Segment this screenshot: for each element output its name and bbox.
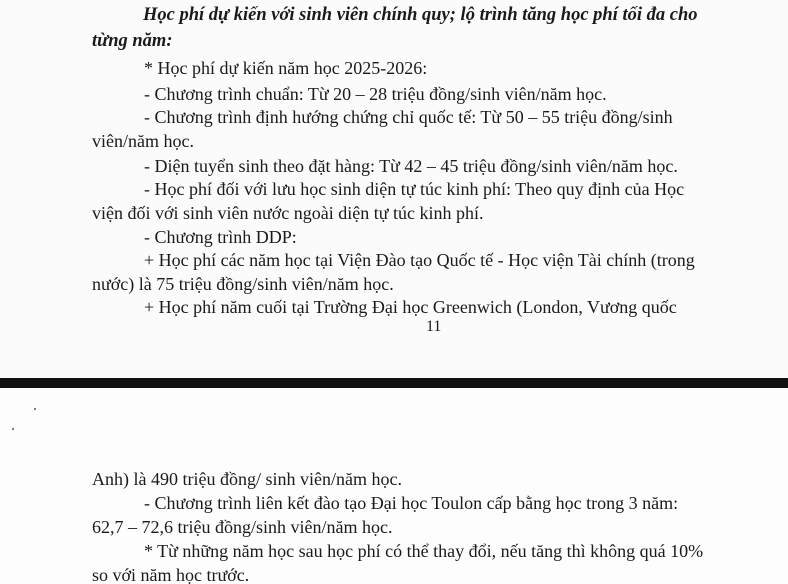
paragraph-line-text: * Từ những năm học sau học phí có thể thay đổi, nếu tăng thì không quá 10%	[144, 541, 704, 561]
paragraph-line: - Chương trình DDP:	[144, 227, 297, 247]
section-heading-line-2	[92, 30, 172, 52]
paragraph-line	[144, 178, 776, 200]
scan-speck	[34, 408, 36, 410]
paragraph-line-text: - Chương trình định hướng chứng chỉ quốc tế: Từ 50 – 55 triệu đồng/sinh	[144, 107, 673, 127]
page-12	[0, 388, 788, 584]
paragraph-line: - Diện tuyển sinh theo đặt hàng: Từ 42 – 45 triệu đồng/sinh viên/năm học.	[144, 156, 678, 176]
paragraph-line-text: + Học phí các năm học tại Viện Đào tạo Quốc tế - Học viện Tài chính (trong	[144, 250, 695, 270]
scan-speck	[12, 428, 14, 430]
heading-text-2: từng năm:	[92, 31, 173, 51]
paragraph-line: viên/năm học.	[92, 131, 194, 151]
paragraph-line-text: - Chương trình liên kết đào tạo Đại học Toulon cấp bằng học trong 3 năm:	[144, 493, 679, 513]
heading-text-1: Học phí dự kiến với sinh viên chính quy; lộ trình tăng học phí tối đa cho	[143, 5, 698, 25]
paragraph-line	[144, 492, 712, 514]
paragraph-line-text: - Học phí đối với lưu học sinh diện tự túc kinh phí: Theo quy định của Học	[144, 179, 685, 199]
paragraph-line: * Học phí dự kiến năm học 2025-2026:	[144, 58, 428, 78]
section-heading-line-1	[143, 4, 770, 26]
paragraph-line-text: + Học phí năm cuối tại Trường Đại học Greenwich (London, Vương quốc	[144, 297, 677, 317]
paragraph-line	[144, 249, 776, 271]
page-number: 11	[426, 318, 442, 335]
paragraph-line: - Chương trình chuẩn: Từ 20 – 28 triệu đồng/sinh viên/năm học.	[144, 84, 607, 104]
paragraph-line	[144, 540, 712, 562]
paragraph-line: Anh) là 490 triệu đồng/ sinh viên/năm học.	[92, 469, 402, 489]
page-break	[0, 378, 788, 388]
paragraph-line: 62,7 – 72,6 triệu đồng/sinh viên/năm học.	[92, 517, 393, 537]
paragraph-line	[144, 106, 776, 128]
paragraph-line: nước) là 75 triệu đồng/sinh viên/năm học.	[92, 274, 394, 294]
paragraph-line	[144, 296, 776, 318]
paragraph-line: so với năm học trước.	[92, 565, 250, 584]
paragraph-line: viện đối với sinh viên nước ngoài diện tự túc kinh phí.	[92, 203, 484, 223]
